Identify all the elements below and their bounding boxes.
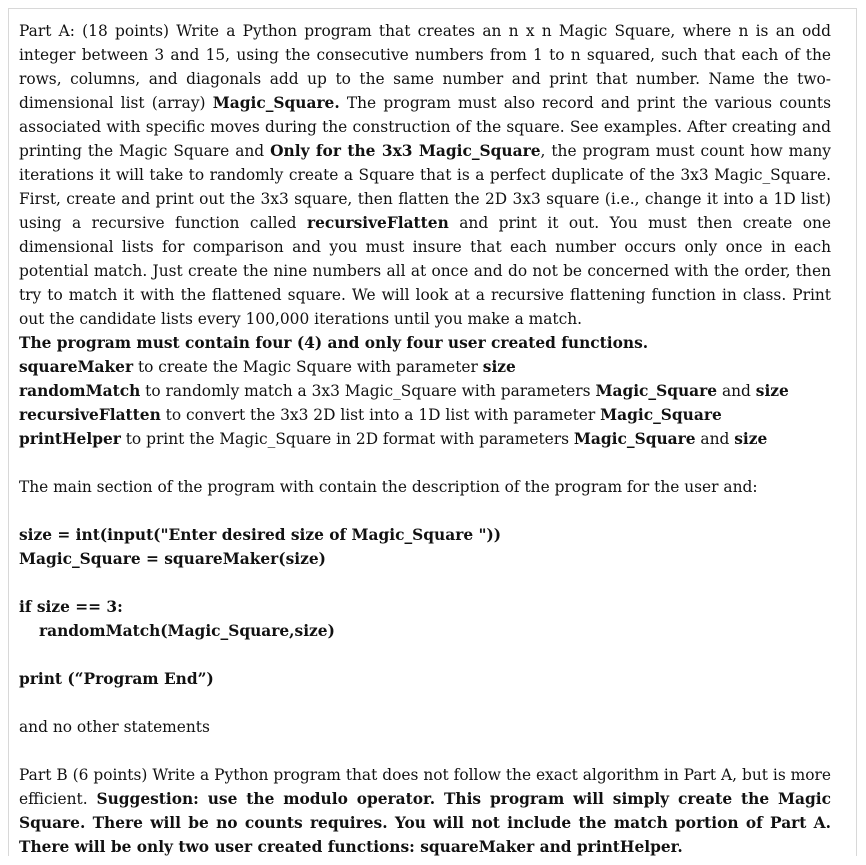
spacer	[19, 739, 831, 763]
part-a-body-2: , the program must count how many iterations it will take to randomly create a Square that is a perfect duplicate of the 3x3 Magic_Square. First, create and print out the 3x3 square, then flatten the 2D 3x3 square (i.e., change it into a 1D list) using a recursive function called	[19, 142, 831, 232]
four-functions-heading: The program must contain four (4) and only four user created functions.	[19, 334, 649, 352]
part-b-suggestion: Suggestion: use the modulo operator. This program will simply create the Magic Square. There will be no counts requires. You will not include the match portion of Part A. There will be only two user created functions: squareMaker and printHelper.	[19, 790, 831, 856]
function-item: squareMaker to create the Magic Square with parameter size	[19, 358, 516, 376]
part-b-paragraph	[19, 763, 831, 859]
code-line-if: if size == 3:	[19, 598, 123, 616]
part-b-intro: Part B (6 points) Write a Python program that does not follow the exact algorithm in Part A, but is more efficient.	[19, 766, 831, 808]
function-item: recursiveFlatten to convert the 3x3 2D list into a 1D list with parameter Magic_Square	[19, 406, 722, 424]
part-a-body-3: and print it out. You must then create one dimensional lists for comparison and you must insure that each number occurs only once in each potential match. Just create the nine numbers all at once and do not be concerned with the order, then try to match it with the flattened square. We will look at a recursive flattening function in class. Print out the candidate lists every 100,000 iterations until you make a match.	[19, 214, 832, 328]
spacer	[19, 691, 831, 715]
spacer	[19, 499, 831, 523]
spacer	[19, 643, 831, 667]
main-section-text: The main section of the program with contain the description of the program for the user and:	[19, 478, 758, 496]
code-line-square-maker: Magic_Square = squareMaker(size)	[19, 550, 326, 568]
spacer	[19, 451, 831, 475]
magic-square-name: Magic_Square.	[212, 94, 340, 112]
part-a-body-1: The program must also record and print the various counts associated with specific moves during the construction of the square. See examples. After creating and printing the Magic Square and	[19, 94, 831, 160]
only-3x3-note: Only for the 3x3 Magic_Square	[270, 142, 541, 160]
function-item: printHelper to print the Magic_Square in 2D format with parameters Magic_Square and size	[19, 430, 768, 448]
spacer	[19, 571, 831, 595]
code-line-print: print (“Program End”)	[19, 670, 214, 688]
code-line-random-match: randomMatch(Magic_Square,size)	[39, 622, 335, 640]
function-item: randomMatch to randomly match a 3x3 Magic_Square with parameters Magic_Square and size	[19, 382, 789, 400]
code-line-size: size = int(input("Enter desired size of Magic_Square "))	[19, 526, 502, 544]
no-other-statements: and no other statements	[19, 718, 210, 736]
recursive-flatten-name: recursiveFlatten	[307, 214, 449, 232]
part-a-intro: Part A: (18 points) Write a Python program that creates an n x n Magic Square, where n is an odd integer between 3 and 15, using the consecutive numbers from 1 to n squared, such that each of the rows, columns, and diagonals add up to the same number and print that number. Name the two-dimensional list (array)	[19, 22, 831, 112]
document-body	[19, 19, 831, 859]
part-a-paragraph	[19, 19, 831, 331]
